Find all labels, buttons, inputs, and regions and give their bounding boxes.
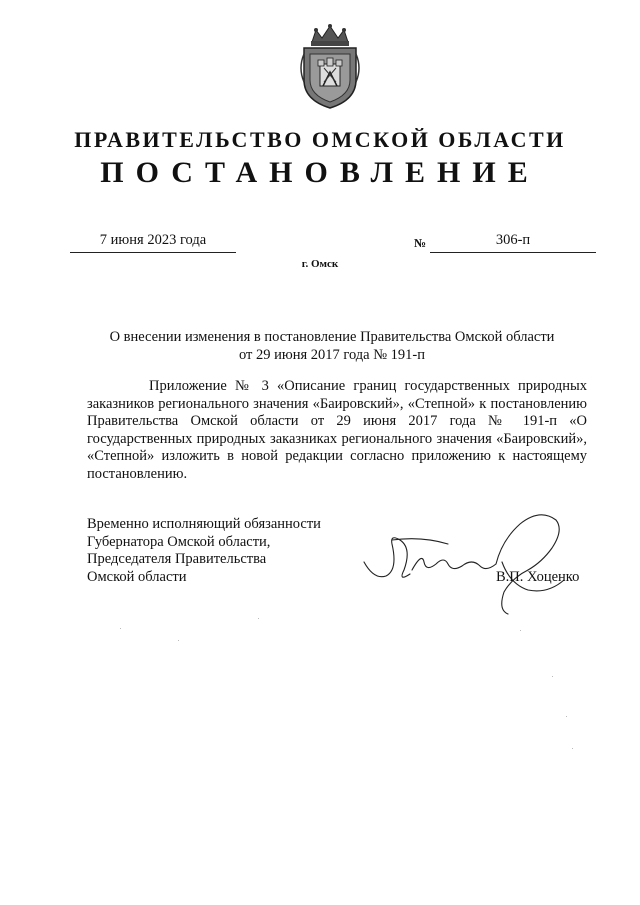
scan-speck: [566, 716, 567, 717]
scan-speck: [520, 630, 521, 631]
subject-line-1: О внесении изменения в постановление Правительства Омской области: [109, 329, 555, 345]
number-sign: №: [414, 236, 427, 250]
scan-speck: [178, 640, 179, 641]
decree-subject: [90, 328, 574, 364]
subject-line-2: от 29 июня 2017 года № 191-п: [238, 347, 426, 363]
city-label: г. Омск: [301, 258, 339, 270]
scan-speck: [572, 748, 573, 749]
organization-name: ПРАВИТЕЛЬСТВО ОМСКОЙ ОБЛАСТИ: [74, 127, 566, 152]
scan-speck: [552, 676, 553, 677]
signer-line: Председателя Правительства: [87, 551, 267, 568]
body-paragraph: Приложение № 3 «Описание границ государственных природных заказников регионального значения «Баировский», «Степной» к постановлению Правительства Омской области от 29 июня 2017 года № 191-п «О государственных природных заказниках регионального значения «Баировский», «Степной» изложить в новой редакции согласно приложению к настоящему постановлению.: [87, 378, 587, 482]
document-type-title: ПОСТАНОВЛЕНИЕ: [100, 156, 540, 189]
scan-speck: [120, 628, 121, 629]
decree-date: 7 июня 2023 года: [70, 232, 236, 253]
signer-name: В.П. Хоценко: [496, 569, 580, 585]
coat-of-arms-icon: [298, 24, 362, 110]
handwritten-signature: [352, 500, 592, 620]
decree-number: 306-п: [430, 232, 596, 253]
signer-line: Губернатора Омской области,: [87, 533, 271, 550]
signer-title-block: [87, 516, 367, 586]
signer-line: Омской области: [87, 568, 187, 585]
scan-speck: [258, 618, 259, 619]
signer-line: Временно исполняющий обязанности: [87, 516, 321, 532]
